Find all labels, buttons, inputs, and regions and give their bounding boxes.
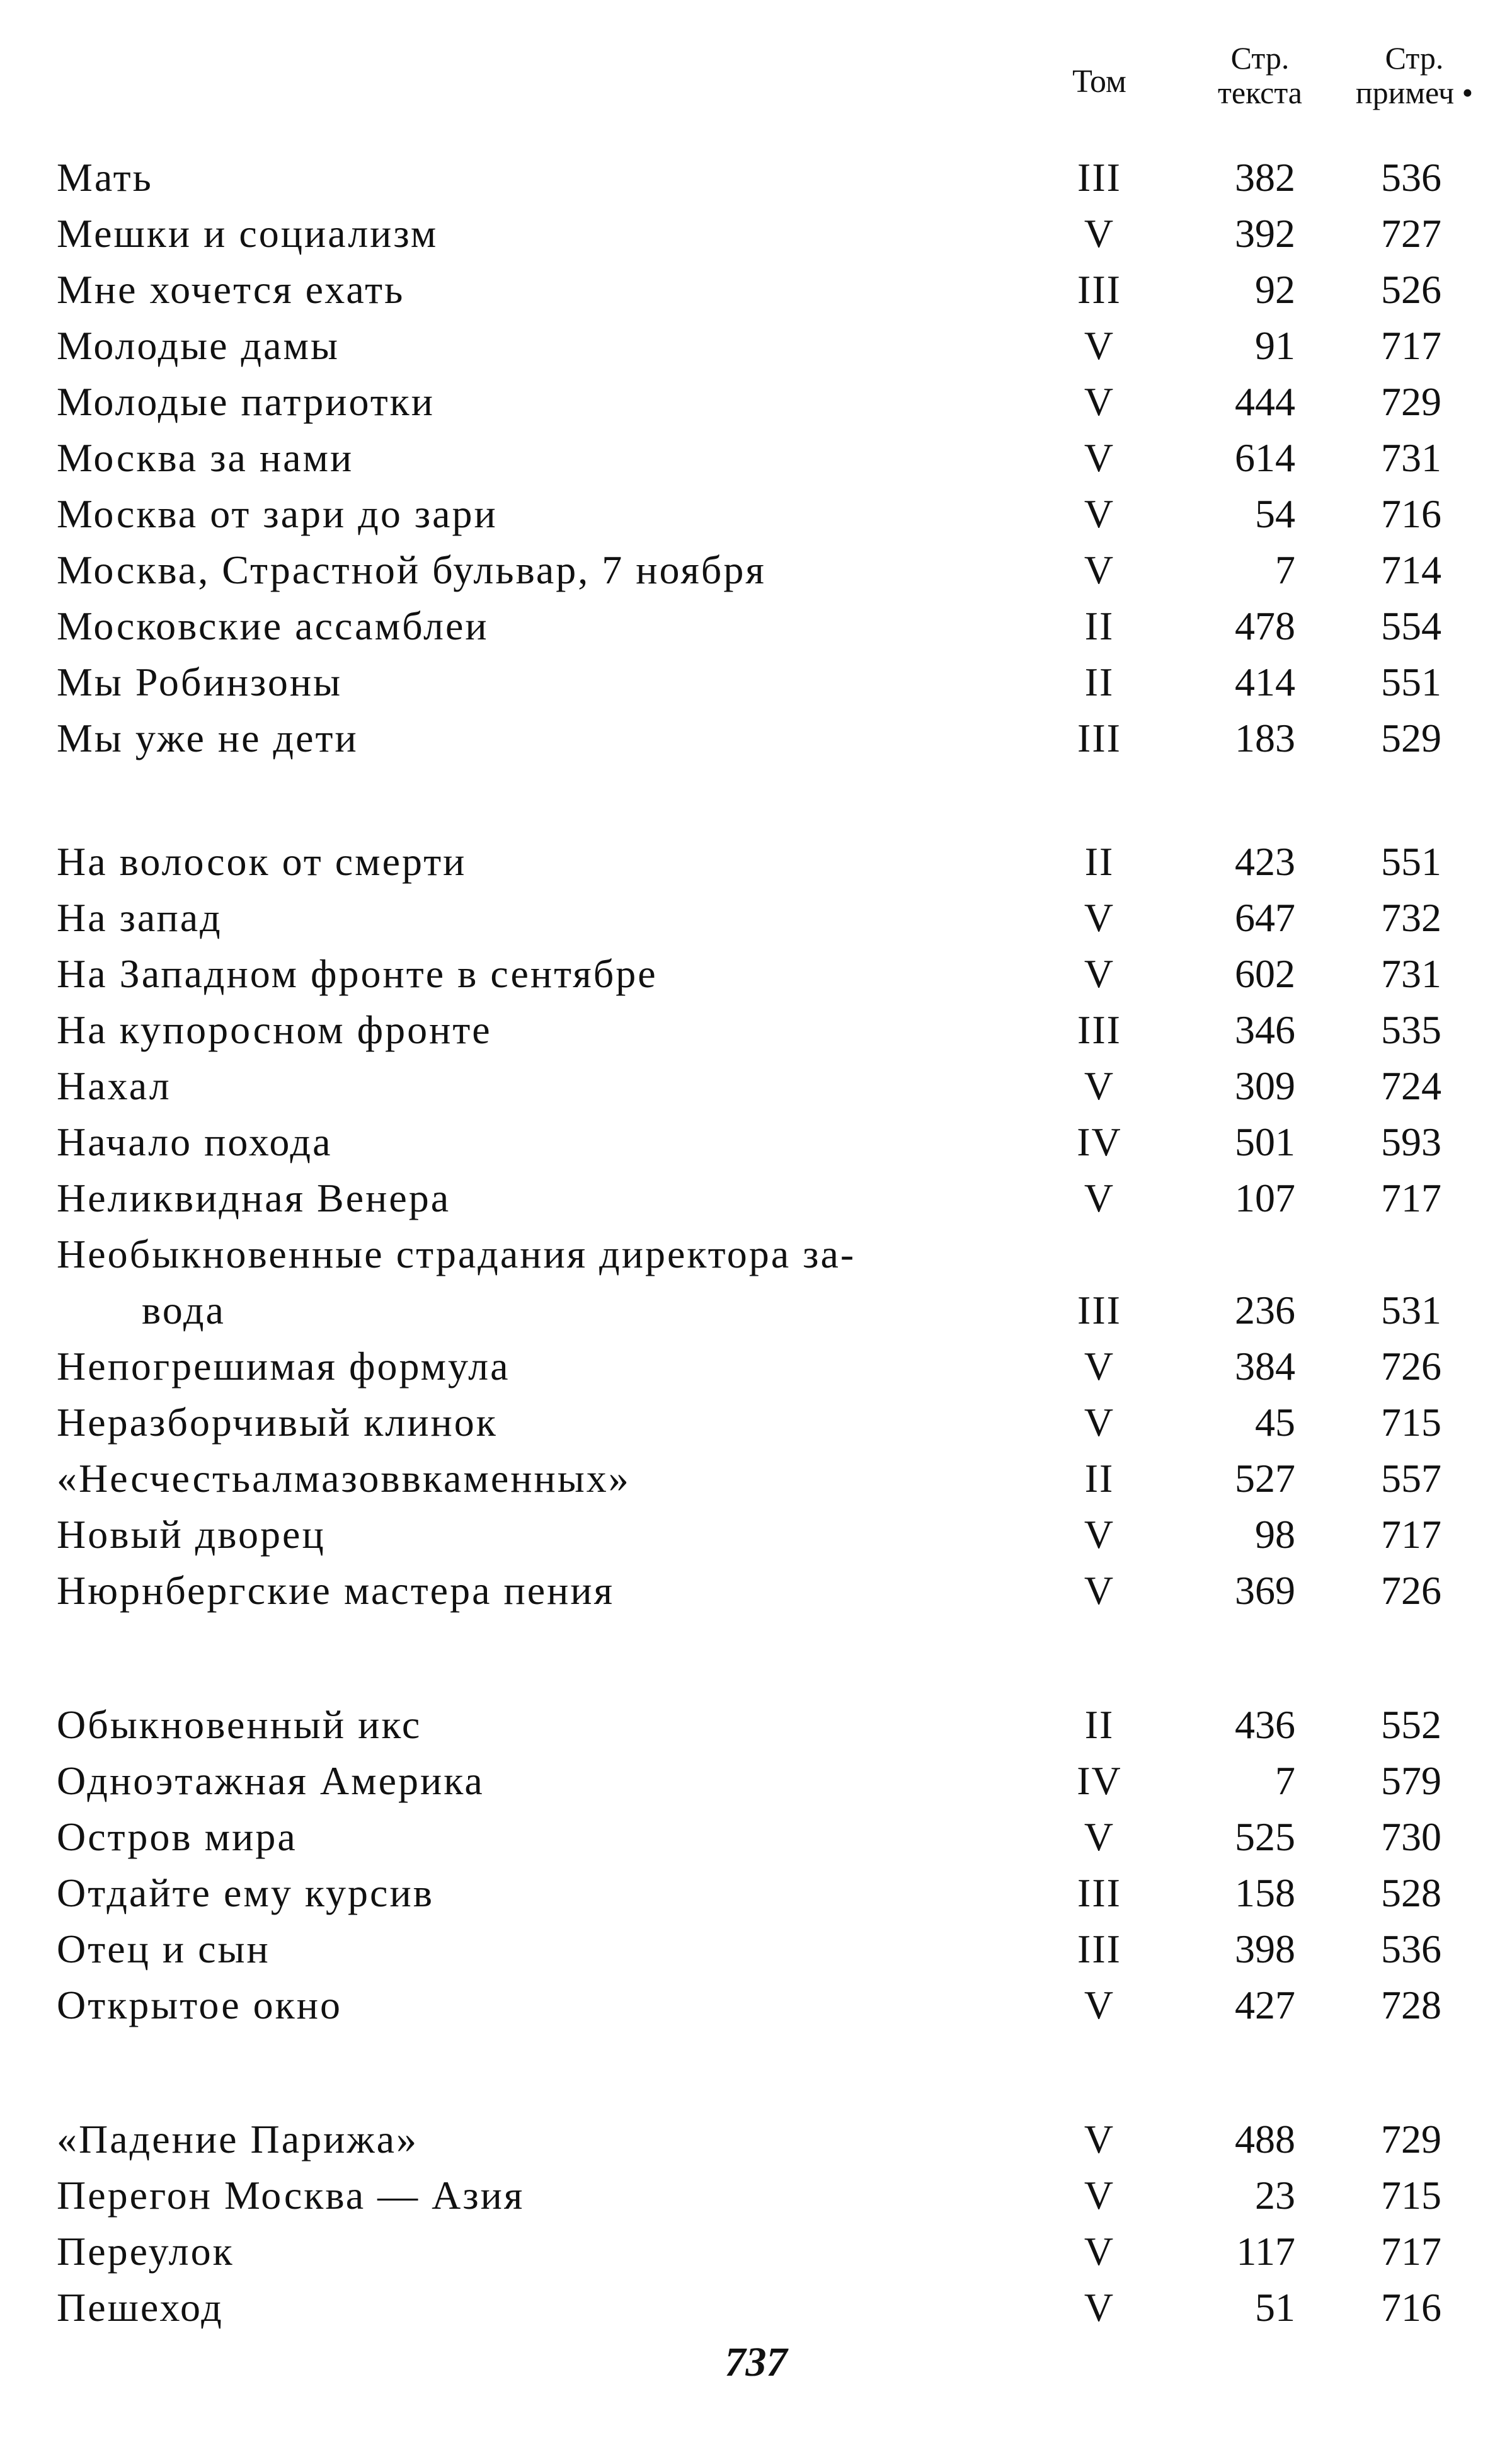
index-row [0, 1977, 1512, 2033]
volume-number: V [1084, 1814, 1115, 1859]
work-title: Новый дворец [57, 1512, 326, 1557]
text-page-number: 7 [1275, 547, 1295, 592]
volume-number: V [1084, 323, 1115, 368]
work-title: Молодые патриотки [57, 379, 435, 424]
volume-number: V [1084, 1063, 1115, 1108]
work-title: Мы уже не дети [57, 716, 358, 760]
text-page-number: 7 [1275, 1758, 1295, 1803]
index-row [0, 1506, 1512, 1562]
work-title: Отец и сын [57, 1927, 270, 1971]
text-page-number: 158 [1235, 1870, 1295, 1915]
work-title: Обыкновенный икс [57, 1702, 422, 1747]
work-title: Московские ассамблеи [57, 604, 489, 648]
note-page-number: 531 [1381, 1288, 1441, 1332]
index-row [0, 598, 1512, 654]
index-row [0, 1809, 1512, 1865]
volume-number: V [1084, 2229, 1115, 2274]
note-page-number: 579 [1381, 1758, 1441, 1803]
note-page-number: 536 [1381, 1927, 1441, 1971]
index-row [0, 654, 1512, 710]
note-page-number: 717 [1381, 1512, 1441, 1557]
note-page-number: 730 [1381, 1814, 1441, 1859]
note-page-number: 731 [1381, 951, 1441, 996]
index-row [0, 1058, 1512, 1114]
text-page-number: 501 [1235, 1119, 1295, 1164]
volume-number: V [1084, 1176, 1115, 1220]
work-title: «Падение Парижа» [57, 2117, 418, 2162]
volume-number: III [1077, 267, 1121, 312]
work-title: Москва от зари до зари [57, 491, 498, 536]
work-title: Неликвидная Венера [57, 1176, 451, 1220]
volume-number: V [1084, 379, 1115, 424]
text-page-number: 647 [1235, 895, 1295, 940]
note-page-number: 526 [1381, 267, 1441, 312]
note-page-number: 715 [1381, 1400, 1441, 1445]
text-page-number: 398 [1235, 1927, 1295, 1971]
index-row [0, 205, 1512, 261]
note-page-number: 726 [1381, 1568, 1441, 1613]
volume-number: V [1084, 1512, 1115, 1557]
index-row [0, 149, 1512, 205]
text-page-number: 478 [1235, 604, 1295, 648]
work-title: Мешки и социализм [57, 211, 438, 256]
page-number: 737 [724, 2339, 788, 2385]
volume-number: III [1077, 1870, 1121, 1915]
index-row [0, 2223, 1512, 2279]
note-page-number: 732 [1381, 895, 1441, 940]
index-row [0, 374, 1512, 430]
text-page-number: 488 [1235, 2117, 1295, 2162]
note-page-header-line2: примеч • [1355, 75, 1474, 110]
work-title: Москва за нами [57, 435, 354, 480]
text-page-number: 414 [1235, 660, 1295, 704]
text-page-number: 384 [1235, 1344, 1295, 1389]
work-title: Нюрнбергские мастера пения [57, 1568, 615, 1613]
text-page-number: 527 [1235, 1456, 1295, 1501]
text-page-number: 382 [1235, 155, 1295, 200]
volume-number: II [1084, 1456, 1114, 1501]
text-page-column-header [1166, 41, 1354, 110]
volume-number: III [1077, 155, 1121, 200]
note-page-number: 727 [1381, 211, 1441, 256]
index-row [0, 1170, 1512, 1226]
note-page-number: 729 [1381, 379, 1441, 424]
index-row [0, 486, 1512, 542]
work-title: Нахал [57, 1063, 171, 1108]
note-page-number: 528 [1381, 1870, 1441, 1915]
note-page-number: 714 [1381, 547, 1441, 592]
volume-number: V [1084, 491, 1115, 536]
volume-number: V [1084, 547, 1115, 592]
note-page-number: 551 [1381, 660, 1441, 704]
work-title: Пешеход [57, 2285, 224, 2330]
volume-number: II [1084, 1702, 1114, 1747]
text-page-number: 107 [1235, 1176, 1295, 1220]
note-page-number: 554 [1381, 604, 1441, 648]
note-page-number: 728 [1381, 1983, 1441, 2027]
index-row [0, 1865, 1512, 1921]
note-page-number: 731 [1381, 435, 1441, 480]
index-row [0, 710, 1512, 766]
index-row [0, 1394, 1512, 1450]
volume-number: V [1084, 2173, 1115, 2218]
index-row [0, 1562, 1512, 1618]
index-row [0, 1753, 1512, 1809]
index-row [0, 542, 1512, 598]
work-title: Переулок [57, 2229, 234, 2274]
note-page-number: 536 [1381, 155, 1441, 200]
text-page-number: 51 [1255, 2285, 1295, 2330]
work-title: Начало похода [57, 1119, 333, 1164]
volume-number: II [1084, 660, 1114, 704]
index-row [0, 1002, 1512, 1058]
text-page-header-line1: Стр. [1230, 40, 1290, 76]
text-page-number: 436 [1235, 1702, 1295, 1747]
index-row [0, 890, 1512, 946]
note-page-number: 729 [1381, 2117, 1441, 2162]
volume-number: V [1084, 895, 1115, 940]
volume-number: V [1084, 1344, 1115, 1389]
volume-number: III [1077, 1288, 1121, 1332]
index-row [0, 1697, 1512, 1753]
text-page-number: 98 [1255, 1512, 1295, 1557]
volume-number: V [1084, 211, 1115, 256]
work-title: Остров мира [57, 1814, 297, 1859]
work-title: Отдайте ему курсив [57, 1870, 434, 1915]
text-page-number: 309 [1235, 1063, 1295, 1108]
work-title: Мне хочется ехать [57, 267, 405, 312]
index-row [0, 1921, 1512, 1977]
text-page-number: 91 [1255, 323, 1295, 368]
text-page-number: 45 [1255, 1400, 1295, 1445]
index-row [0, 1282, 1512, 1338]
note-page-number: 593 [1381, 1119, 1441, 1164]
volume-number: V [1084, 2285, 1115, 2330]
text-page-number: 427 [1235, 1983, 1295, 2027]
work-title: Непогрешимая формула [57, 1344, 510, 1389]
work-title: Открытое окно [57, 1983, 342, 2027]
work-title: Мать [57, 155, 153, 200]
index-row [0, 946, 1512, 1002]
volume-number: II [1084, 604, 1114, 648]
work-title: Одноэтажная Америка [57, 1758, 484, 1803]
volume-number: V [1084, 1983, 1115, 2027]
work-title-continuation: вода [142, 1288, 226, 1332]
index-row [0, 1450, 1512, 1506]
text-page-number: 369 [1235, 1568, 1295, 1613]
note-page-number: 715 [1381, 2173, 1441, 2218]
note-page-number: 551 [1381, 839, 1441, 884]
volume-number: III [1077, 716, 1121, 760]
volume-number: III [1077, 1007, 1121, 1052]
text-page-number: 183 [1235, 716, 1295, 760]
text-page-number: 392 [1235, 211, 1295, 256]
text-page-number: 236 [1235, 1288, 1295, 1332]
index-row [0, 2167, 1512, 2223]
text-page-number: 423 [1235, 839, 1295, 884]
index-row [0, 430, 1512, 486]
note-page-number: 529 [1381, 716, 1441, 760]
work-title: На запад [57, 895, 222, 940]
note-page-number: 557 [1381, 1456, 1441, 1501]
note-page-number: 552 [1381, 1702, 1441, 1747]
work-title: На купоросном фронте [57, 1007, 492, 1052]
note-page-number: 716 [1381, 491, 1441, 536]
work-title: Мы Робинзоны [57, 660, 343, 704]
note-page-number: 717 [1381, 2229, 1441, 2274]
note-page-header-line1: Стр. [1385, 40, 1444, 76]
text-page-number: 23 [1255, 2173, 1295, 2218]
volume-number: V [1084, 951, 1115, 996]
work-title: Необыкновенные страдания директора за- [57, 1232, 856, 1276]
text-page-number: 54 [1255, 491, 1295, 536]
volume-number: V [1084, 2117, 1115, 2162]
index-row [0, 261, 1512, 318]
index-row [0, 2279, 1512, 2335]
note-page-column-header [1329, 41, 1499, 110]
volume-number: II [1084, 839, 1114, 884]
text-page-number: 346 [1235, 1007, 1295, 1052]
note-page-number: 724 [1381, 1063, 1441, 1108]
volume-number: V [1084, 1568, 1115, 1613]
volume-number: V [1084, 435, 1115, 480]
note-page-number: 716 [1381, 2285, 1441, 2330]
volume-column-header: Том [1072, 64, 1126, 100]
index-row [0, 318, 1512, 374]
index-row [0, 2111, 1512, 2167]
index-row [0, 1338, 1512, 1394]
work-title: На Западном фронте в сентябре [57, 951, 658, 996]
volume-number: IV [1077, 1758, 1122, 1803]
volume-number: IV [1077, 1119, 1122, 1164]
note-page-number: 535 [1381, 1007, 1441, 1052]
index-row [0, 1114, 1512, 1170]
work-title: Неразборчивый клинок [57, 1400, 498, 1445]
text-page-number: 602 [1235, 951, 1295, 996]
work-title: Перегон Москва — Азия [57, 2173, 525, 2218]
work-title: «Несчестьалмазоввкаменных» [57, 1456, 631, 1501]
work-title: На волосок от смерти [57, 839, 467, 884]
volume-number: III [1077, 1927, 1121, 1971]
work-title: Москва, Страстной бульвар, 7 ноября [57, 547, 766, 592]
text-page-number: 614 [1235, 435, 1295, 480]
note-page-number: 717 [1381, 1176, 1441, 1220]
index-row [0, 1226, 1512, 1282]
text-page-header-line2: текста [1218, 75, 1302, 110]
text-page-number: 444 [1235, 379, 1295, 424]
work-title: Молодые дамы [57, 323, 340, 368]
index-row [0, 833, 1512, 890]
note-page-number: 726 [1381, 1344, 1441, 1389]
text-page-number: 117 [1236, 2229, 1295, 2274]
note-page-number: 717 [1381, 323, 1441, 368]
volume-number: V [1084, 1400, 1115, 1445]
text-page-number: 92 [1255, 267, 1295, 312]
text-page-number: 525 [1235, 1814, 1295, 1859]
